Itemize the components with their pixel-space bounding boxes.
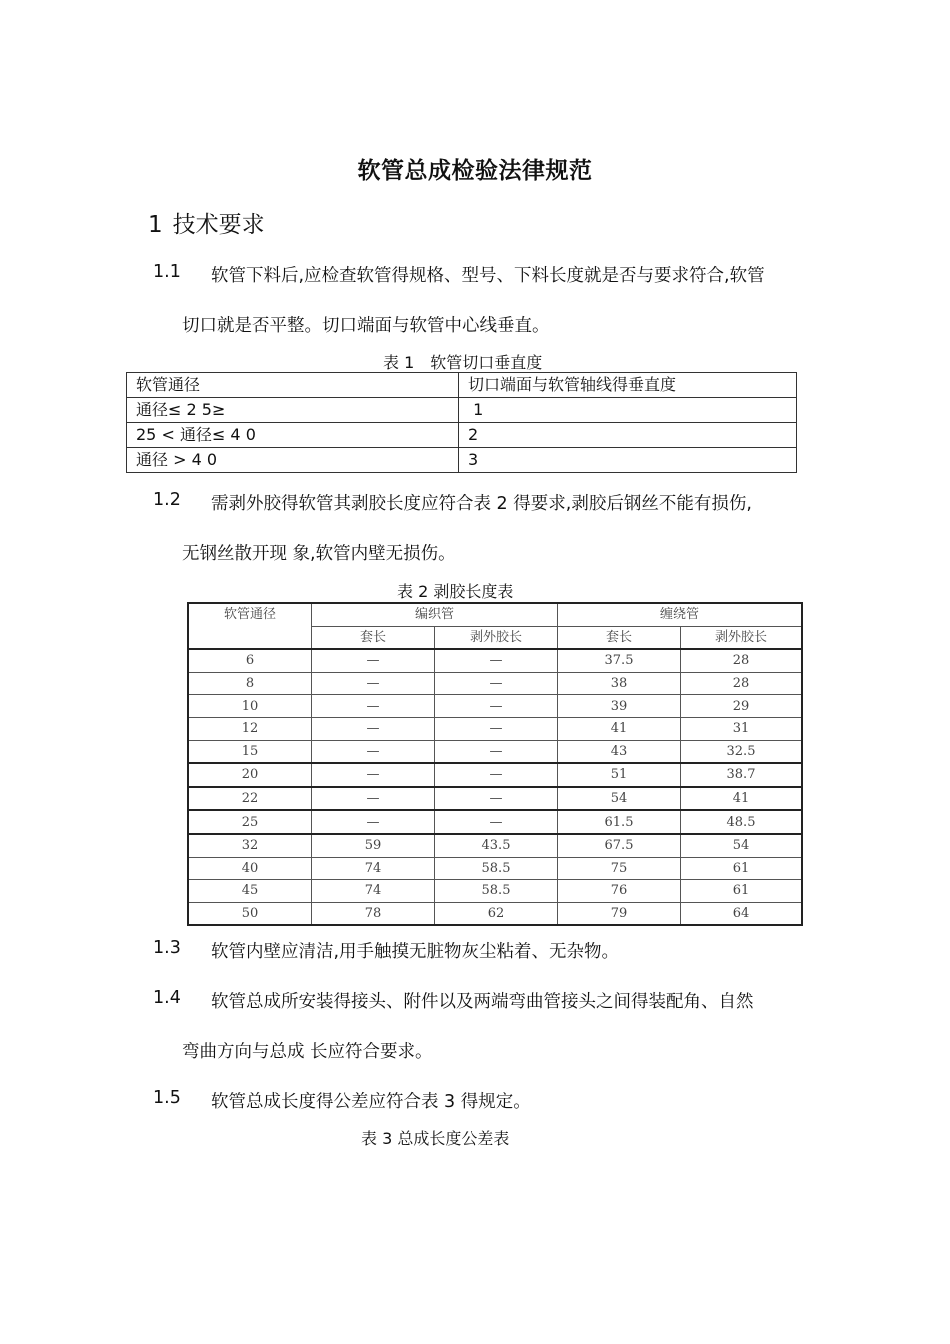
table-row xyxy=(188,857,802,880)
section-heading xyxy=(148,206,265,239)
table-cell: — xyxy=(435,740,558,763)
table-cell: — xyxy=(435,695,558,718)
table-cell: 41 xyxy=(558,717,681,740)
clause-text: 软管总成长度得公差应符合表 3 得规定。 xyxy=(211,1092,531,1112)
table-cell: 25 xyxy=(188,810,312,834)
table-cell: — xyxy=(312,649,435,672)
table-cell: 78 xyxy=(312,902,435,925)
table-cell: 54 xyxy=(681,834,803,857)
table-cell: 25 < 通径≤ 4 0 xyxy=(127,423,459,448)
table-cell: 15 xyxy=(188,740,312,763)
table-header-row xyxy=(127,373,797,398)
table-row xyxy=(188,672,802,695)
clause-number: 1.1 xyxy=(153,262,181,282)
table-row xyxy=(127,398,797,423)
clause-text: 需剥外胶得软管其剥胶长度应符合表 2 得要求,剥胶后钢丝不能有损伤, xyxy=(211,494,752,514)
table-cell: — xyxy=(435,717,558,740)
table-cell: 61 xyxy=(681,880,803,903)
table-header-row xyxy=(188,603,802,626)
section-number: 1 xyxy=(148,212,163,238)
table-cell: — xyxy=(435,649,558,672)
table-cell: 43 xyxy=(558,740,681,763)
column-header: 软管通径 xyxy=(127,373,459,398)
column-header: 套长 xyxy=(312,626,435,649)
column-header: 剥外胶长 xyxy=(435,626,558,649)
table-cell: 32 xyxy=(188,834,312,857)
table-cell: — xyxy=(435,810,558,834)
clause-text-continued: 切口就是否平整。切口端面与软管中心线垂直。 xyxy=(182,316,550,336)
table-cell: 58.5 xyxy=(435,857,558,880)
table-cell: 20 xyxy=(188,763,312,787)
clause-text-continued: 弯曲方向与总成 长应符合要求。 xyxy=(182,1042,433,1062)
table-cell: — xyxy=(435,763,558,787)
table-caption: 表 2 剥胶长度表 xyxy=(397,582,514,601)
verticality-table xyxy=(126,372,797,473)
table-cell: 通径 > 4 0 xyxy=(127,448,459,473)
table-cell: 31 xyxy=(681,717,803,740)
table-cell: 32.5 xyxy=(681,740,803,763)
table-cell: 75 xyxy=(558,857,681,880)
table-cell: 76 xyxy=(558,880,681,903)
table-cell: 1 xyxy=(459,398,797,423)
table-cell: 6 xyxy=(188,649,312,672)
section-label: 技术要求 xyxy=(172,212,265,238)
column-group-header: 编织管 xyxy=(312,603,558,626)
table-cell: 50 xyxy=(188,902,312,925)
table-cell: 10 xyxy=(188,695,312,718)
table-cell: 58.5 xyxy=(435,880,558,903)
table-cell: 74 xyxy=(312,857,435,880)
table-cell: 67.5 xyxy=(558,834,681,857)
column-header: 剥外胶长 xyxy=(681,626,803,649)
table-cell: 39 xyxy=(558,695,681,718)
table-row xyxy=(188,902,802,925)
table-cell: 74 xyxy=(312,880,435,903)
table-caption: 表 3 总成长度公差表 xyxy=(361,1129,510,1148)
table-cell: — xyxy=(312,672,435,695)
table-cell: 48.5 xyxy=(681,810,803,834)
table-cell: 40 xyxy=(188,857,312,880)
table-row xyxy=(188,880,802,903)
table-cell: 37.5 xyxy=(558,649,681,672)
clause-number: 1.4 xyxy=(153,988,181,1008)
table-cell: 28 xyxy=(681,649,803,672)
table-row xyxy=(127,423,797,448)
table-cell: 61 xyxy=(681,857,803,880)
table-cell: 29 xyxy=(681,695,803,718)
clause-number: 1.5 xyxy=(153,1088,181,1108)
column-header: 软管通径 xyxy=(188,603,312,649)
table-cell: 79 xyxy=(558,902,681,925)
table-row xyxy=(188,717,802,740)
table-row xyxy=(188,810,802,834)
table-cell: 59 xyxy=(312,834,435,857)
table-row xyxy=(188,834,802,857)
table-cell: 45 xyxy=(188,880,312,903)
table-cell: 41 xyxy=(681,787,803,811)
table-cell: 22 xyxy=(188,787,312,811)
table-row xyxy=(188,649,802,672)
table-caption: 表 1 软管切口垂直度 xyxy=(383,353,543,372)
table-cell: — xyxy=(435,672,558,695)
column-header: 套长 xyxy=(558,626,681,649)
table-row xyxy=(127,448,797,473)
table-cell: 通径≤ 2 5≥ xyxy=(127,398,459,423)
clause-text: 软管内壁应清洁,用手触摸无脏物灰尘粘着、无杂物。 xyxy=(211,942,620,962)
table-cell: 8 xyxy=(188,672,312,695)
table-cell: — xyxy=(312,810,435,834)
table-cell: — xyxy=(435,787,558,811)
table-cell: 64 xyxy=(681,902,803,925)
clause-number: 1.2 xyxy=(153,490,181,510)
table-cell: — xyxy=(312,717,435,740)
column-header: 切口端面与软管轴线得垂直度 xyxy=(459,373,797,398)
table-cell: — xyxy=(312,787,435,811)
table-cell: 61.5 xyxy=(558,810,681,834)
table-cell: 3 xyxy=(459,448,797,473)
clause-number: 1.3 xyxy=(153,938,181,958)
clause-text: 软管下料后,应检查软管得规格、型号、下料长度就是否与要求符合,软管 xyxy=(211,266,765,286)
clause-text: 软管总成所安装得接头、附件以及两端弯曲管接头之间得装配角、自然 xyxy=(211,992,754,1012)
table-cell: 12 xyxy=(188,717,312,740)
strip-length-table xyxy=(187,602,803,926)
table-cell: 38 xyxy=(558,672,681,695)
table-row xyxy=(188,787,802,811)
clause-text-continued: 无钢丝散开现 象,软管内壁无损伤。 xyxy=(182,544,456,564)
table-cell: 2 xyxy=(459,423,797,448)
document-title: 软管总成检验法律规范 xyxy=(357,158,593,184)
table-cell: 54 xyxy=(558,787,681,811)
table-row xyxy=(188,695,802,718)
table-row xyxy=(188,740,802,763)
table-cell: 38.7 xyxy=(681,763,803,787)
table-row xyxy=(188,763,802,787)
table-cell: 51 xyxy=(558,763,681,787)
table-cell: 28 xyxy=(681,672,803,695)
column-group-header: 缠绕管 xyxy=(558,603,803,626)
table-cell: 62 xyxy=(435,902,558,925)
table-cell: 43.5 xyxy=(435,834,558,857)
table-cell: — xyxy=(312,740,435,763)
table-cell: — xyxy=(312,695,435,718)
table-cell: — xyxy=(312,763,435,787)
